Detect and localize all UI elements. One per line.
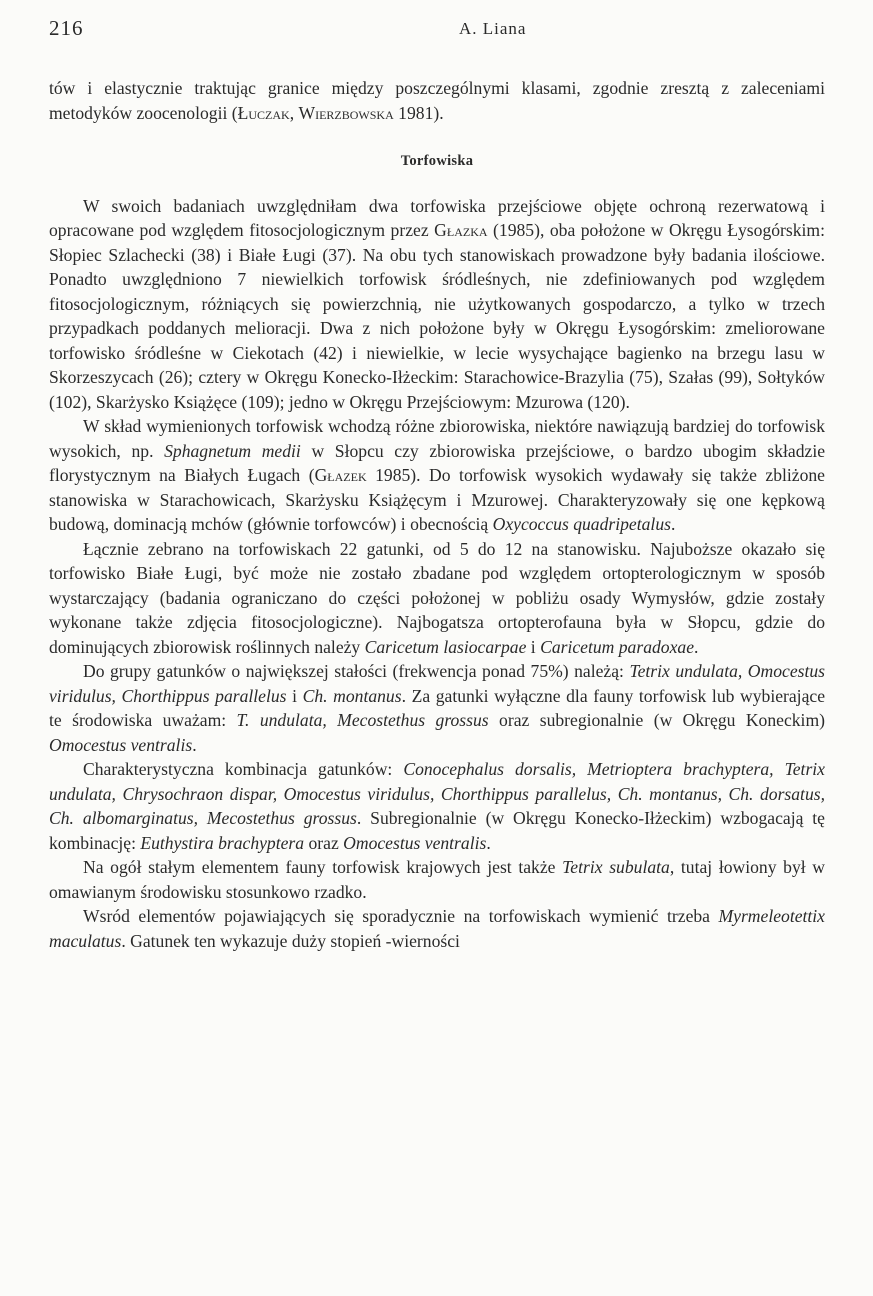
text-run: 1981).	[393, 102, 444, 123]
taxon-name: Tetrix subulata	[562, 857, 670, 877]
text-run: w Słopcu czy zbiorowiska przejściowe, o bardzo ubogim składzie florystycznym na Białych Ługach (	[49, 440, 826, 485]
taxon-name: Caricetum lasiocarpae	[364, 636, 527, 657]
taxon-name: T. undulata, Mecostethus grossus	[236, 710, 489, 730]
text-run: ,	[289, 102, 299, 123]
text-run: Charakterystyczna kombinacja gatunków:	[83, 759, 404, 779]
text-run: . Subregionalnie (w Okręgu Konecko-Iłżeckim) wzbogacają tę kombinację:	[49, 808, 825, 853]
text-run: .	[486, 832, 491, 853]
text-run: W skład wymienionych torfowisk wchodzą różne zbiorowiska, niektóre nawiązują bardziej do torfowisk wysokich, np.	[49, 416, 825, 461]
section-heading: Torfowiska	[400, 153, 474, 169]
taxon-name: Ch. montanus	[302, 685, 402, 706]
paragraph	[49, 537, 825, 660]
taxon-name: Omocestus ventralis	[49, 734, 193, 755]
paragraph	[49, 659, 825, 757]
text-run: oraz subregionalnie (w Okręgu Koneckim)	[488, 710, 825, 730]
paragraph	[49, 855, 825, 904]
text-run: Łącznie zebrano na torfowiskach 22 gatunki, od 5 do 12 na stanowisku. Najuboższe okazało się torfowisko Białe Ługi, być może nie zostało zbadane pod względem ortopterologicznym w sposób wystarczający (badania ograniczano do części położonej w pobliżu osady Wymysłów, gdzie zostały wykonane także zdjęcia fitosocjologiczne). Najbogatsza ortopterofauna była w Słopcu, gdzie do dominujących zbiorowisk roślinnych należy	[49, 538, 825, 657]
taxon-name: Caricetum paradoxae	[540, 636, 694, 657]
text-run: i	[526, 636, 541, 657]
text-run: Wsród elementów pojawiających się sporadycznie na torfowiskach wymienić trzeba	[83, 906, 719, 926]
author-citation: Łuczak	[237, 102, 290, 123]
text-run: . Gatunek ten wykazuje duży stopień -wierności	[121, 930, 460, 951]
paragraph	[49, 194, 825, 415]
text-run: W swoich badaniach uwzględniłam dwa torfowiska przejściowe objęte ochroną rezerwatową i opracowane pod względem fitosocjologicznym przez	[49, 195, 825, 240]
text-run: tów i elastycznie traktując granice między poszczególnymi klasami, zgodnie zresztą z zaleceniami metodyków zoocenologii (	[49, 78, 825, 123]
taxon-name: Euthystira brachyptera	[140, 832, 305, 853]
taxon-name: Tetrix undulata, Omocestus viridulus, Chorthippus parallelus	[49, 661, 826, 706]
text-run: . Za gatunki wyłączne dla fauny torfowisk lub wybierające te środowiska uważam:	[49, 685, 826, 730]
text-body	[49, 76, 825, 953]
paragraph-continued	[49, 76, 825, 125]
text-run: .	[694, 636, 699, 657]
author-citation: Głazka	[434, 220, 488, 240]
text-run: (1985), oba położone w Okręgu Łysogórskim: Słopiec Szlachecki (38) i Białe Ługi (37). Na obu tych stanowiskach prowadzone były badania ilościowe. Ponadto uwzględniono 7 niewielkich torfowisk śródleśnych, nie zdefiniowanych pod względem fitosocjologicznym, różniących się powierzchnią, nie użytkowanych gospodarczo, a tylko w trzech przypadkach poddanych melioracji. Dwa z nich położone były w Okręgu Łysogórskim: zmeliorowane torfowisko śródleśne w Ciekotach (42) i niewielkie, w lecie wysychające bagienko na brzegu lasu w Skorzeszycach (26); cztery w Okręgu Konecko-Iłżeckim: Starachowice-Brazylia (75), Szałas (99), Sołtyków (102), Skarżysko Książęce (109); jedno w Okręgu Przejściowym: Mzurowa (120).	[49, 220, 825, 412]
text-run: oraz	[304, 832, 344, 853]
paragraph	[49, 757, 825, 855]
taxon-name: Myrmeleotettix maculatus	[49, 906, 825, 951]
page-header	[49, 16, 824, 46]
running-head: A. Liana	[459, 19, 527, 38]
text-run: , tutaj łowiony był w omawianym środowisku stosunkowo rzadko.	[49, 857, 825, 902]
paragraph	[49, 904, 825, 953]
paragraph	[49, 414, 825, 537]
taxon-name: Omocestus ventralis	[343, 832, 487, 853]
taxon-name: Sphagnetum medii	[164, 440, 301, 461]
text-run: Do grupy gatunków o największej stałości (frekwencja ponad 75%) należą:	[83, 661, 630, 681]
text-run: .	[192, 734, 197, 755]
taxon-name: Oxycoccus quadripetalus	[492, 514, 671, 534]
text-run: 1985). Do torfowisk wysokich wydawały się także zbliżone stanowiska w Starachowicach, Skarżysku Książęcym i Mzurowej. Charakteryzowały się one kępkową budową, dominacją mchów (głównie torfowców) i obecnością	[49, 465, 825, 534]
text-run: i	[286, 685, 303, 706]
text-run: .	[670, 514, 676, 534]
page-number: 216	[49, 16, 84, 40]
text-run: Na ogół stałym elementem fauny torfowisk krajowych jest także	[83, 857, 563, 877]
author-citation: Głazek	[314, 465, 367, 485]
taxon-name: Conocephalus dorsalis, Metrioptera brachyptera, Tetrix undulata, Chrysochraon dispar, Omocestus viridulus, Chorthippus parallelus, Ch. montanus, Ch. dorsatus, Ch. albomarginatus, Mecostethus grossus	[49, 759, 825, 828]
author-citation: Wierzbowska	[298, 102, 394, 123]
